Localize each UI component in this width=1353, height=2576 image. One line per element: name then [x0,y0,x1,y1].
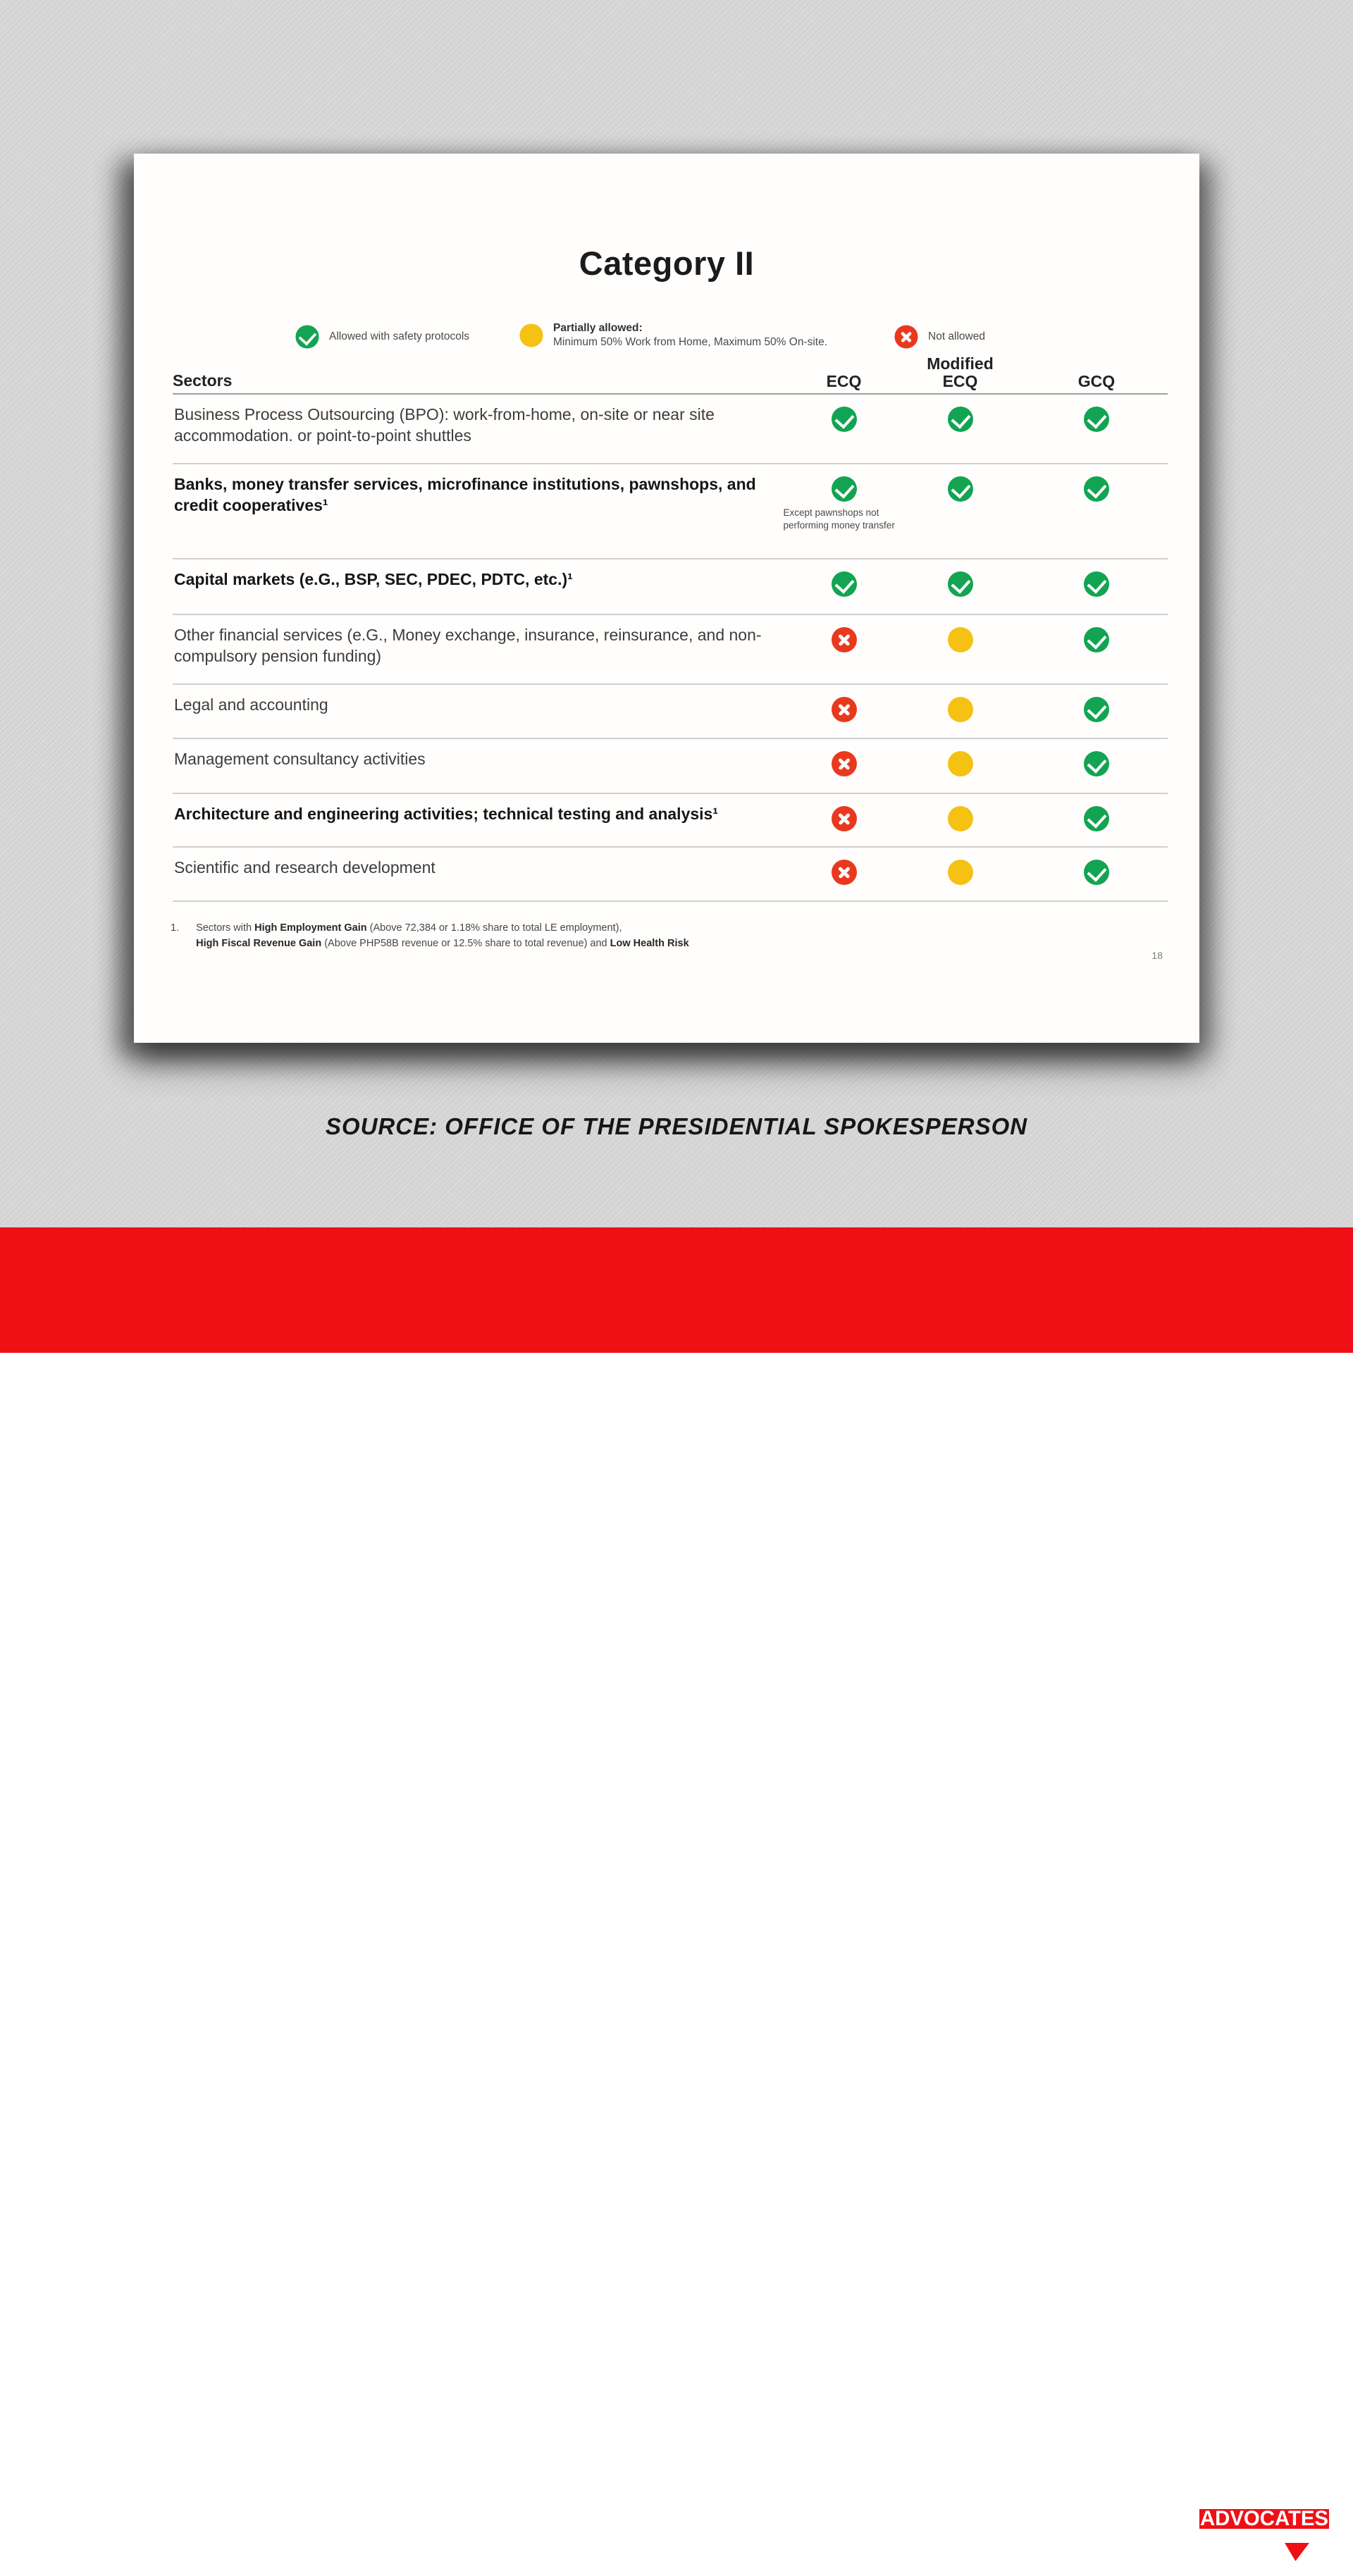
status-icon-gcq [1084,476,1109,502]
table-row [173,395,1168,464]
status-icon-mecq [948,697,973,722]
source-caption: SOURCE: OFFICE OF THE PRESIDENTIAL SPOKESPERSON [325,1113,1028,1139]
column-header-sectors: Sectors [173,371,233,390]
legend-partial [519,321,827,349]
legend-not-allowed [894,324,985,349]
allowed-check-icon [295,325,319,348]
status-icon-mecq [948,407,973,432]
status-icon-gcq [1084,806,1109,831]
status-icon-ecq [832,571,857,597]
column-header-modified-ecq: Modified ECQ [927,354,994,390]
speech-bubble-tail [1280,2540,1315,2566]
status-icon-gcq [1084,697,1109,722]
table-row [173,615,1168,685]
legend-partial-detail: Minimum 50% Work from Home, Maximum 50% On-site. [553,336,828,349]
status-icon-gcq [1084,860,1109,885]
status-icon-ecq [832,627,857,652]
advocates-logo [1184,2483,1336,2576]
legend-allowed-label: Allowed with safety protocols [329,330,470,342]
status-icon-ecq [832,697,857,722]
sector-label: Legal and accounting [174,695,328,714]
advocates-wordmark: ADVOCATES [1200,2507,1328,2530]
status-icon-ecq [832,407,857,432]
legend-partial-title: Partially allowed: [553,322,643,334]
status-icon-ecq [832,860,857,885]
footnote-number: 1. [171,922,180,934]
table-row [173,794,1168,848]
status-icon-mecq [948,751,973,776]
sector-label: Management consultancy activities [174,750,426,768]
sector-label: Scientific and research development [174,858,435,877]
page-number: 18 [1151,950,1163,961]
ecq-exception-note: Except pawnshops not performing money transfer [783,507,895,531]
sector-label: Capital markets (e.G., BSP, SEC, PDEC, PDTC, etc.)¹ [174,570,573,588]
status-icon-gcq [1084,571,1109,597]
legend-allowed [295,324,469,349]
table-row [173,739,1168,794]
table-row [173,848,1168,902]
footnote-line-2: High Fiscal Revenue Gain (Above PHP58B revenue or 12.5% share to total revenue) and Low Health Risk [196,938,689,950]
table-header-row [173,355,1168,395]
sector-label: Banks, money transfer services, microfinance institutions, pawnshops, and credit cooperatives¹ [174,475,756,514]
status-icon-mecq [948,860,973,885]
column-header-gcq: GCQ [1077,371,1116,390]
table-row [173,464,1168,559]
not-allowed-x-icon [894,325,918,348]
footer-bar [0,1227,1353,2530]
footnote [171,920,689,952]
status-icon-ecq [832,751,857,776]
table-row [173,685,1168,739]
sector-label: Business Process Outsourcing (BPO): work-from-home, on-site or near site accommodation. or point-to-point shuttles [174,405,715,445]
partial-circle-icon [519,324,543,347]
status-icon-mecq [948,476,973,502]
footnote-line-1: Sectors with High Employment Gain (Above 72,384 or 1.18% share to total LE employment), [196,922,622,934]
status-icon-mecq [948,571,973,597]
slide-page [134,154,1199,1043]
sector-status-table [173,355,1168,902]
legend-partial-label [553,321,827,349]
status-icon-ecq [832,806,857,831]
page-title: Category II [579,244,755,282]
column-header-ecq: ECQ [826,371,862,390]
sector-label: Architecture and engineering activities; technical testing and analysis¹ [174,805,718,823]
status-icon-gcq [1084,627,1109,652]
table-row [173,559,1168,615]
status-icon-mecq [948,806,973,831]
footnote-text [196,920,689,952]
status-icon-mecq [948,627,973,652]
status-icon-ecq [832,476,857,502]
status-icon-gcq [1084,407,1109,432]
legend-not-allowed-label: Not allowed [928,330,985,342]
status-icon-gcq [1084,751,1109,776]
sector-label: Other financial services (e.G., Money exchange, insurance, reinsurance, and non-compulsory pension funding) [174,626,762,665]
